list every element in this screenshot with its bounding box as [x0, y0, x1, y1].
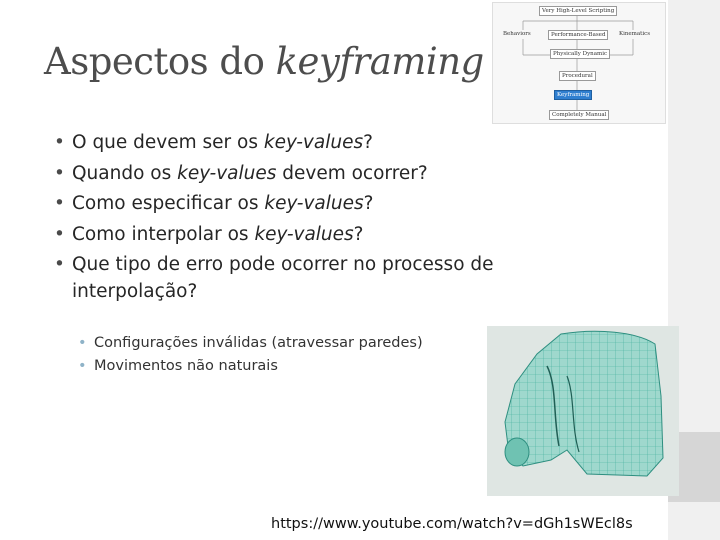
bullet-item: [50, 252, 530, 305]
sub-bullet-item: • Configurações inválidas (atravessar paredes): [76, 332, 496, 355]
diagram-procedural-box: Procedural: [559, 71, 596, 81]
slide-title: [44, 40, 484, 83]
bullet-text-end: devem ocorrer?: [276, 162, 428, 184]
bullet-list: [50, 130, 530, 309]
mesh-illustration: [487, 326, 679, 496]
bullet-item: [50, 191, 530, 218]
diagram-physics-box: Physically Dynamic: [550, 49, 610, 59]
diagram-left-label: Behaviors: [503, 31, 531, 37]
bullet-item: [50, 222, 530, 249]
bullet-text: O que devem ser os: [72, 132, 264, 153]
cloth-mesh-image: [487, 326, 679, 496]
diagram-top-box: Very High-Level Scripting: [539, 6, 617, 16]
diagram-bottom-box: Completely Manual: [549, 110, 609, 120]
title-plain: Aspectos do: [44, 40, 276, 83]
animation-levels-diagram: [492, 2, 666, 124]
bullet-item: [50, 130, 530, 157]
bullet-text: Quando os: [72, 162, 178, 184]
diagram-connectors: [493, 3, 665, 123]
bullet-emphasis: key-values: [264, 193, 364, 214]
bullet-text: Que tipo de erro pode ocorrer no processo de interpolação?: [72, 254, 494, 302]
bullet-text: Como especificar os: [72, 193, 265, 214]
sub-bullet-list: [76, 332, 496, 378]
sub-bullet-item: • Movimentos não naturais: [76, 355, 496, 378]
bullet-text-end: ?: [363, 132, 373, 153]
bullet-text-end: ?: [363, 193, 374, 214]
bullet-item: [50, 161, 530, 188]
video-link[interactable]: https://www.youtube.com/watch?v=dGh1sWEcl8s: [271, 516, 633, 532]
diagram-keyframing-box: Keyframing: [554, 90, 592, 100]
bullet-emphasis: key-values: [254, 223, 354, 245]
bullet-emphasis: key-values: [177, 162, 277, 184]
title-italic: keyframing: [275, 40, 484, 83]
bullet-text: Como interpolar os: [72, 223, 255, 245]
bullet-emphasis: key-values: [263, 132, 364, 153]
diagram-middle-box: Performance-Based: [548, 30, 608, 40]
bullet-text-end: ?: [353, 223, 364, 245]
diagram-right-label: Kinematics: [619, 31, 651, 37]
